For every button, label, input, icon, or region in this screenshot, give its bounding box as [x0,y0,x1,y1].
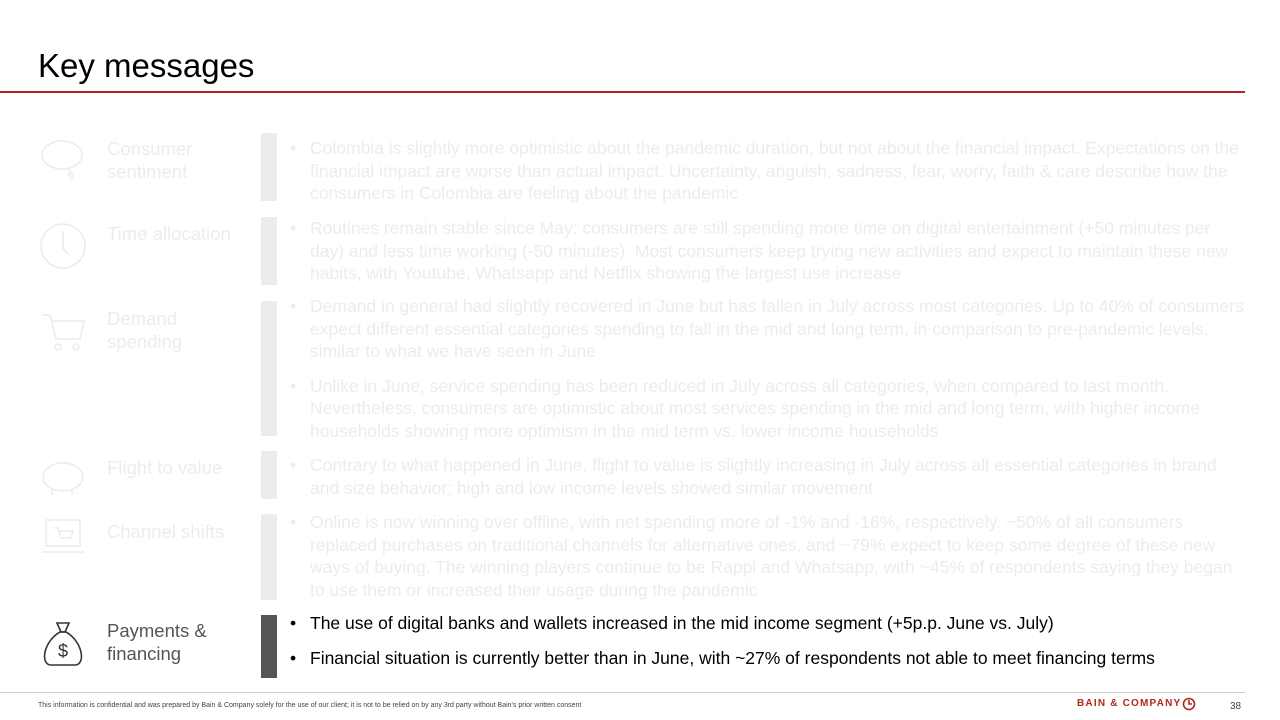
section-label-flight-to-value: Flight to value [107,457,223,478]
section-bar [261,615,277,678]
section-bar [261,217,277,285]
bullet-text: • The use of digital banks and wallets increased in the mid income segment (+5p.p. June vs. July) [290,612,1245,635]
section-label-demand-spending: Demand spending [107,308,183,352]
laptop-cart-icon [38,514,88,564]
shopping-cart-icon [38,307,88,357]
section-bar [261,514,277,600]
section-bar [261,133,277,201]
footer-divider [0,692,1245,693]
bullet-text: • Financial situation is currently better than in June, with ~27% of respondents not able to meet financing terms [290,647,1245,670]
title-divider [0,91,1245,93]
section-time-allocation [0,217,1280,287]
section-demand-spending [0,296,1280,441]
bullet-text: • Contrary to what happened in June, flight to value is slightly increasing in July across all essential categories in brand and size behavior; high and low income levels showed similar movement [290,454,1245,499]
bullet-text: • Online is now winning over offline, with net spending more of -1% and -16%, respectively. ~50% of all consumers replaced purchases on traditional channels for alternative ones, and ~79% expect to keep some degree of these new ways of buying. The winning players continue to be Rappi and Whatsapp, with ~45% of respondents saying they began to use them or increased their usage during the pandemic [290,511,1245,601]
section-label-channel-shifts: Channel shifts [107,521,225,542]
logo-mark-icon [1182,697,1196,711]
section-label-consumer-sentiment: Consumer sentiment [107,138,193,182]
money-bag-icon [38,619,88,669]
company-logo: BAIN & COMPANY [1077,698,1182,709]
piggy-bank-icon [38,451,88,501]
footer-disclaimer: This information is confidential and was prepared by Bain & Company solely for the use of our client; it is not to be relied on by any 3rd party without Bain's prior written consent [38,702,582,709]
clock-icon [38,221,88,271]
section-bar [261,451,277,499]
section-flight-to-value [0,451,1280,501]
page-title: Key messages [38,47,255,84]
section-channel-shifts [0,514,1280,604]
section-bar [261,301,277,436]
section-consumer-sentiment [0,133,1280,203]
bullet-text: • Colombia is slightly more optimistic about the pandemic duration, but not about the financial impact. Expectations on the financial impact are worse than actual impact. Uncertainty, anguish, sadness, fear, worry, faith & care describe how the consumers in Colombia are feeling about the pandemic [290,137,1245,205]
bullet-text: • Unlike in June, service spending has been reduced in July across all categories, when compared to last month. Nevertheless, consumers are optimistic about most services spending in the mid and long term, with higher income households showing more optimism in the mid term vs. lower income households [290,375,1245,443]
section-label-time-allocation: Time allocation [107,223,231,244]
section-payments-financing [0,615,1280,691]
bullet-text: • Routines remain stable since May: consumers are still spending more time on digital entertainment (+50 minutes per day) and less time working (-50 minutes). Most consumers keep trying new activities and expect to maintain these new habits, with Youtube, Whatsapp and Netflix showing the largest use increase [290,217,1245,285]
section-label-payments-financing: Payments & financing [107,620,207,664]
page-number: 38 [1230,701,1242,712]
speech-bubble-icon [38,133,88,183]
bullet-text: • Demand in general had slightly recovered in June but has fallen in July across most categories. Up to 40% of consumers expect different essential categories spending to fall in the mid and long term, in comparison to pre-pandemic levels, similar to what we have seen in June [290,295,1245,363]
svg-text:$: $ [57,641,69,661]
